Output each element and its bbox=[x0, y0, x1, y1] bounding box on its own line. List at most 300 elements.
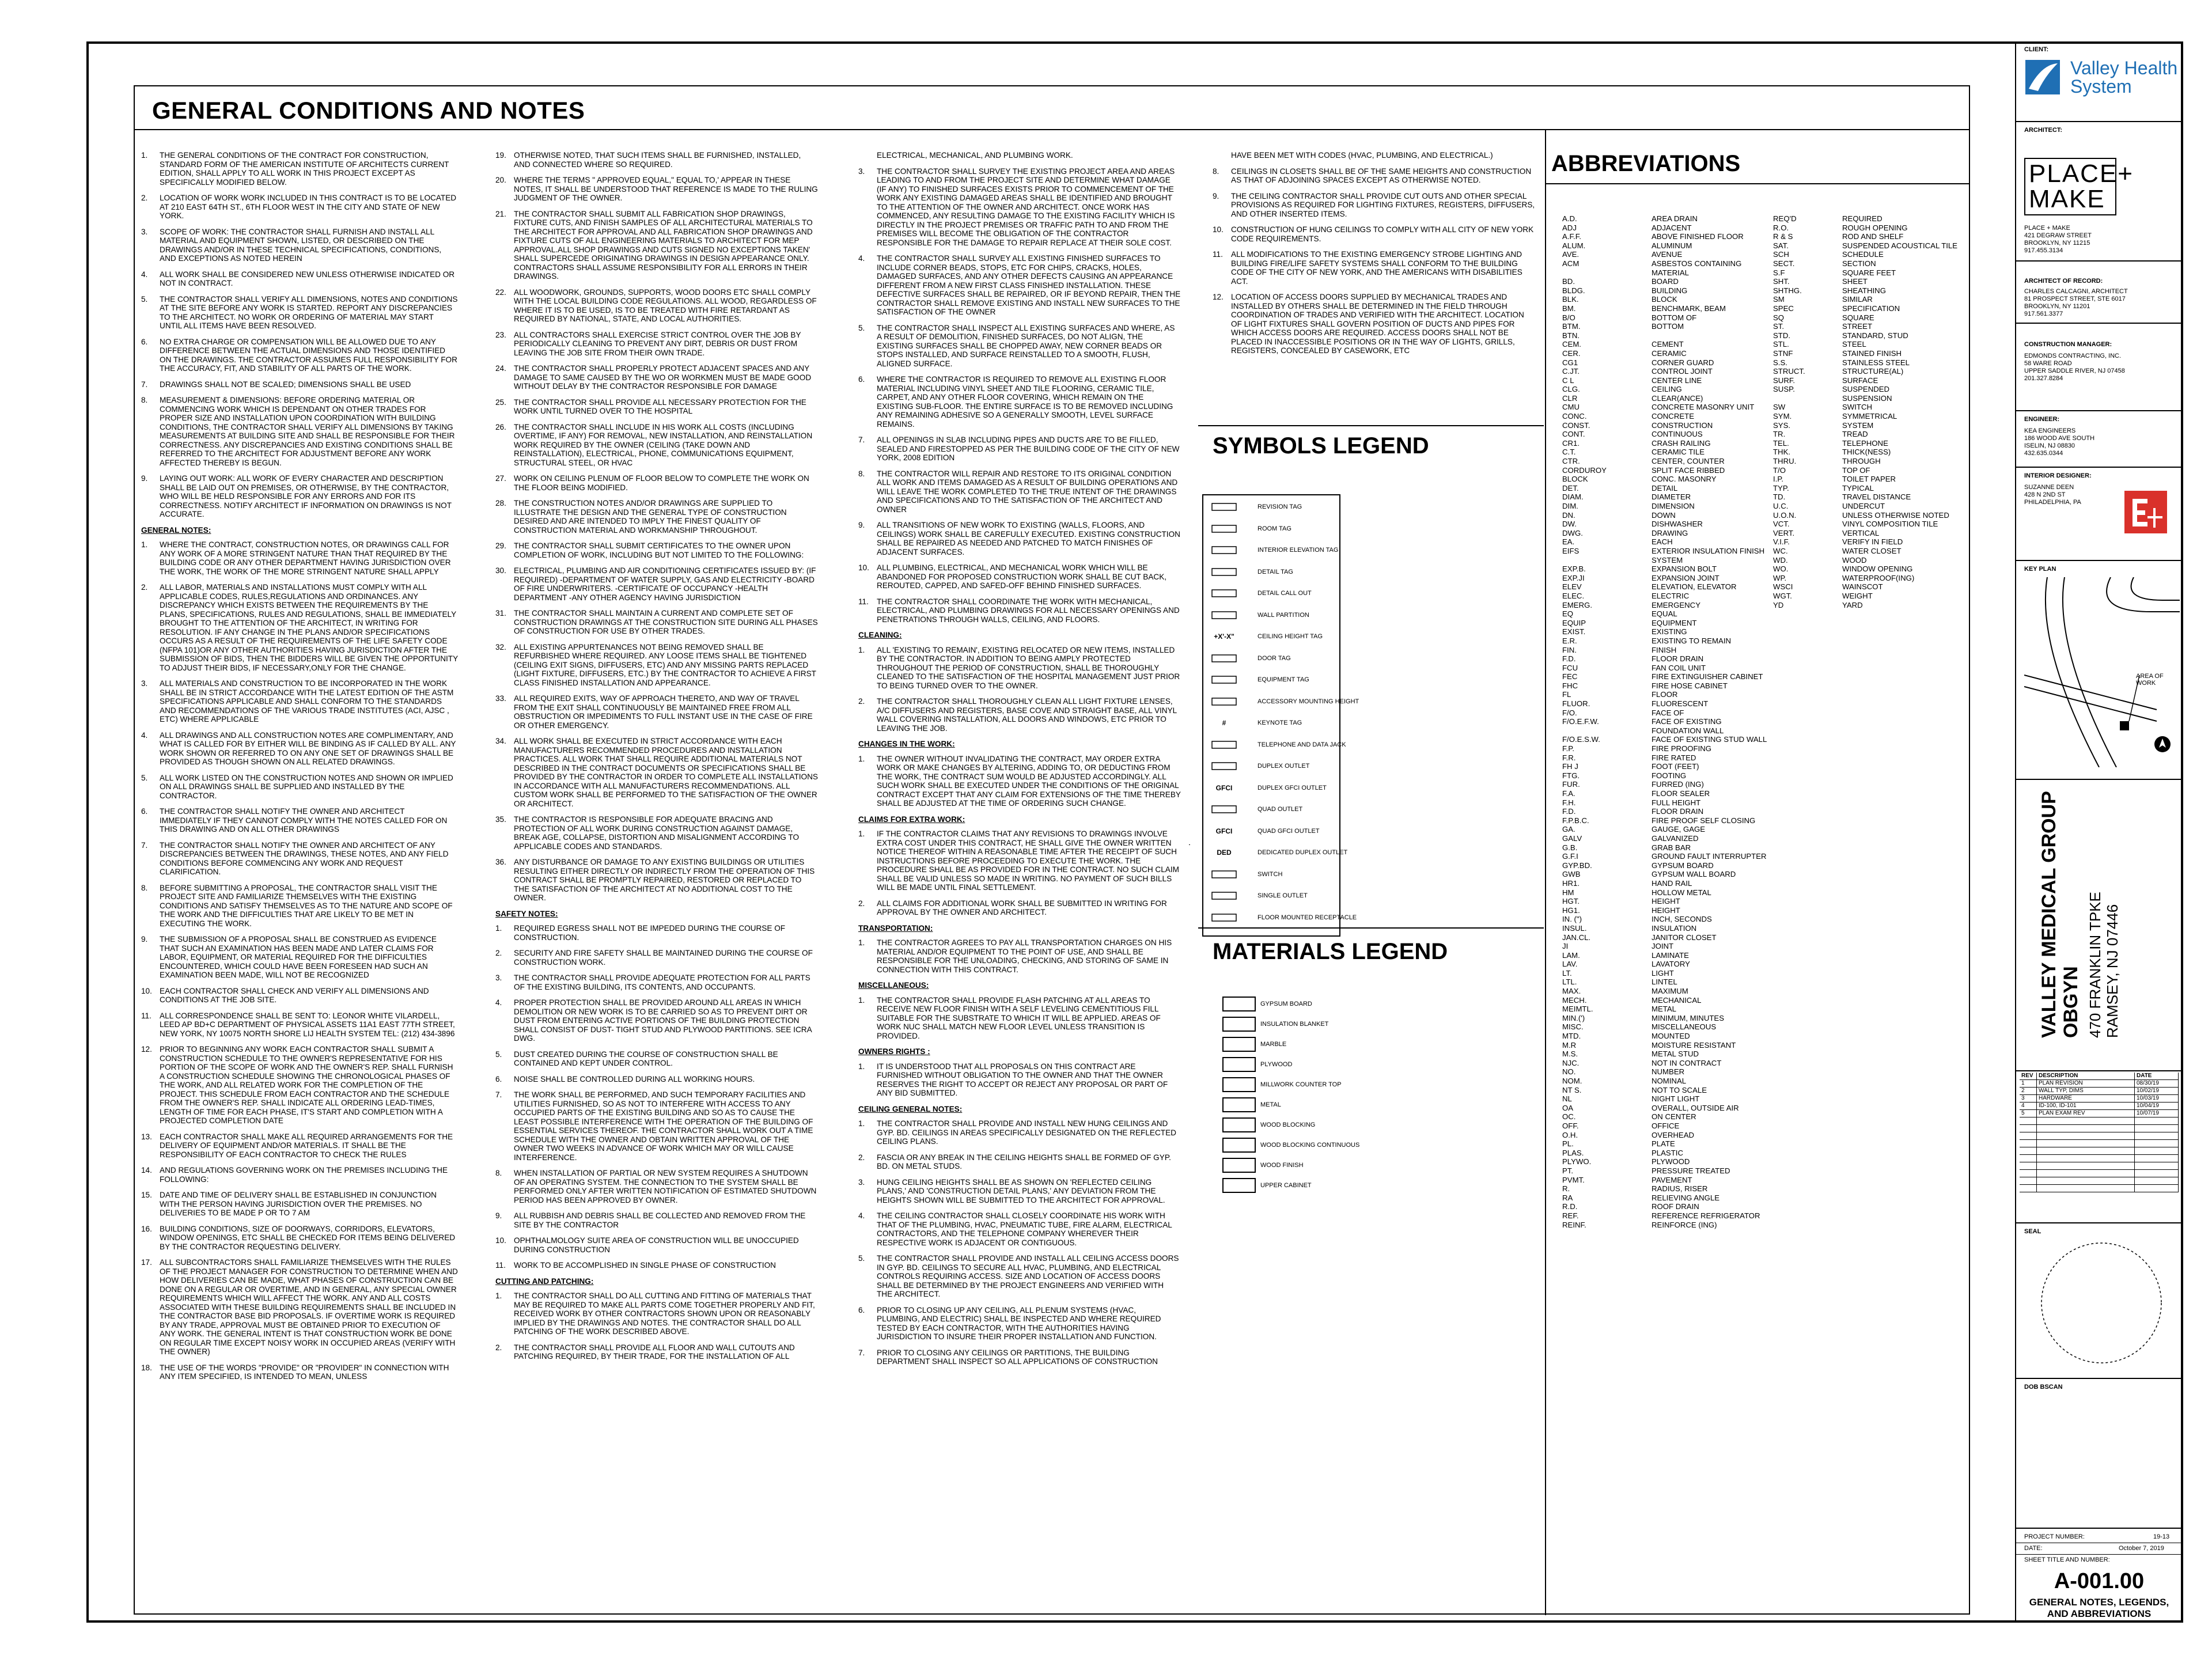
note-number: 5. bbox=[141, 773, 148, 782]
note-item bbox=[141, 1132, 458, 1160]
abbreviation-key: OC. bbox=[1562, 1112, 1576, 1122]
note-number: 7. bbox=[141, 840, 148, 850]
note-number: 27. bbox=[495, 474, 506, 483]
symbol-label: INTERIOR ELEVATION TAG bbox=[1257, 547, 1339, 554]
note-continuation: HAVE BEEN MET WITH CODES (HVAC, PLUMBING, AND ELECTRICAL.) bbox=[1231, 151, 1493, 160]
abbreviation-key: HR1. bbox=[1562, 878, 1580, 888]
note-item bbox=[495, 1211, 818, 1229]
note-number: 1. bbox=[858, 645, 865, 654]
note-item bbox=[141, 540, 458, 576]
symbol-row bbox=[1207, 500, 1302, 514]
abbreviation-key: DN. bbox=[1562, 510, 1575, 520]
note-text: THE CONTRACTOR SHALL PROVIDE AND INSTALL ALL CEILING ACCESS DOORS IN GYP. BD. CEILINGS TO SECURE ALL HVAC, PLUMBING, AND ELECTRICAL CONTROLS REQUIRING ACCESS. SIZE AND LOCATION OF ACCESS DOORS SHALL BE DETERMINED BY THE PROJECT ENGINEERS AND VERIFIED WITH THE ARCHITECT. bbox=[877, 1254, 1179, 1298]
abbreviation-meaning: ON CENTER bbox=[1652, 1112, 1696, 1122]
note-item bbox=[858, 1306, 1181, 1342]
abbreviation-meaning: CONCRETE MASONRY UNIT bbox=[1652, 403, 1755, 412]
abbreviation-row bbox=[1562, 906, 1770, 915]
abbreviation-key: NOM. bbox=[1562, 1077, 1582, 1085]
note-text: LAYING OUT WORK: ALL WORK OF EVERY CHARACTER AND DESCRIPTION SHALL BE LAID OUT ON PREMISES, OR OTHERWISE, BY THE CONTRACTOR, WHO WILL BE HELD RESPONSIBLE FOR ANY ERRORS AND FOR ITS CORRECTNESS. NOTIFY ARCHITECT IF INFORMATION ON DRAWINGS IS NOT ACCURATE. bbox=[160, 474, 452, 518]
info-line: BROOKLYN, NY 11201 bbox=[2024, 303, 2090, 310]
abbreviations-column-b bbox=[1773, 214, 1969, 609]
note-number: 5. bbox=[858, 323, 865, 332]
info-line: UPPER SADDLE RIVER, NJ 07458 bbox=[2024, 368, 2125, 374]
abbreviation-key: FLUOR. bbox=[1562, 699, 1590, 709]
abbreviation-row bbox=[1562, 232, 1770, 241]
abbreviation-meaning: PAVEMENT bbox=[1652, 1175, 1692, 1184]
abbreviation-row bbox=[1562, 574, 1770, 583]
info-line: BROOKLYN, NY 11215 bbox=[2024, 240, 2090, 247]
note-number: 11. bbox=[1213, 250, 1223, 259]
abbreviation-row bbox=[1773, 466, 1969, 475]
abbreviation-row bbox=[1773, 484, 1969, 493]
abbreviation-meaning: CENTER, COUNTER bbox=[1652, 457, 1725, 466]
note-item bbox=[858, 755, 1181, 808]
revision-cell bbox=[2135, 1155, 2179, 1162]
abbreviation-meaning: PLASTIC bbox=[1652, 1148, 1683, 1157]
materials-legend-title: MATERIALS LEGEND bbox=[1213, 939, 1448, 964]
abbreviation-meaning: AVENUE bbox=[1652, 250, 1683, 259]
abbreviation-row bbox=[1562, 699, 1770, 709]
key-plan-map bbox=[2024, 577, 2180, 767]
abbreviation-key: GALV bbox=[1562, 834, 1582, 843]
abbreviation-meaning: FLUORESCENT bbox=[1652, 699, 1709, 709]
abbreviation-meaning: RADIUS, RISER bbox=[1652, 1184, 1708, 1194]
abbreviation-row bbox=[1562, 1176, 1770, 1185]
note-item bbox=[1213, 192, 1535, 219]
symbols-legend-title: SYMBOLS LEGEND bbox=[1213, 433, 1429, 459]
section-heading: GENERAL NOTES: bbox=[141, 525, 211, 535]
revision-cell bbox=[2020, 1185, 2037, 1192]
note-item bbox=[141, 807, 458, 834]
project-number: 19-13 bbox=[2153, 1533, 2170, 1540]
note-item bbox=[495, 151, 818, 169]
note-text: WORK TO BE ACCOMPLISHED IN SINGLE PHASE OF CONSTRUCTION bbox=[514, 1261, 776, 1270]
note-text: ALL MATERIALS AND CONSTRUCTION TO BE INCORPORATED IN THE WORK SHALL BE IN STRICT ACCORDANCE WITH THE LATEST EDITION OF THE ASTM SPECIFICATIONS APPLICABLE AND SHALL CONFORM TO THE STANDARDS AND RECOMMENDATIONS OF THE VARIOUS TRADE INSTITUTES (ACI, AJSC , ETC) WHERE APPLICABLE bbox=[160, 679, 454, 723]
material-label: METAL bbox=[1260, 1101, 1281, 1108]
abbreviation-row bbox=[1562, 646, 1770, 655]
note-text: WHEN INSTALLATION OF PARTIAL OR NEW SYSTEM REQUIRES A SHUTDOWN OF AN OPERATING SYSTEM. THE CONNECTION TO THE SYSTEM SHALL BE PERFORMED ONLY AFTER WRITTEN NOTIFICATION OF ESTIMATED SHUTDOWN PERIOD HAS BEEN APPROVED BY OWNER. bbox=[514, 1169, 817, 1204]
abbreviation-row bbox=[1562, 1077, 1770, 1086]
material-label: UPPER CABINET bbox=[1260, 1182, 1312, 1189]
abbreviation-meaning: STREET bbox=[1842, 322, 1873, 331]
note-item bbox=[1213, 293, 1535, 355]
symbol-row bbox=[1207, 716, 1302, 730]
symbol-label: FLOOR MOUNTED RECEPTACLE bbox=[1257, 914, 1357, 921]
abbreviation-meaning: FACE OF bbox=[1652, 708, 1684, 717]
info-line: 421 DEGRAW STREET bbox=[2024, 232, 2092, 239]
abbreviation-row bbox=[1562, 852, 1770, 861]
note-item bbox=[495, 288, 818, 324]
abbreviation-meaning: WINDOW OPENING bbox=[1842, 564, 1913, 574]
abbreviation-key: ACM bbox=[1562, 259, 1580, 268]
abbreviation-key: CLR bbox=[1562, 393, 1578, 403]
abbreviation-meaning: BOTTOM bbox=[1652, 322, 1684, 331]
abbreviation-meaning: REQUIRED bbox=[1842, 214, 1883, 223]
abbreviation-key: AVE. bbox=[1562, 250, 1580, 259]
abbreviation-meaning: MAXIMUM bbox=[1652, 987, 1688, 996]
abbreviation-key: A.D. bbox=[1562, 214, 1577, 223]
note-item bbox=[858, 1211, 1181, 1247]
note-item bbox=[141, 295, 458, 331]
note-text: THE CONTRACTOR SHALL VERIFY ALL DIMENSIONS, NOTES AND CONDITIONS AT THE SITE BEFORE ANY WORK IS STARTED. REPORT ANY DISCREPANCIES TO THE ARCHITECT. NO WORK OR ORDERING OF MATERIAL MAY START UNTIL ALL ITEMS HAVE BEEN RESOLVED. bbox=[160, 294, 458, 330]
project-address-line-1: 470 FRANKLIN TPKE bbox=[2086, 892, 2104, 1038]
note-text: THE SUBMISSION OF A PROPOSAL SHALL BE CONSTRUED AS EVIDENCE THAT SUCH AN EXAMINATION HAS BEEN MADE AND LATER CLAIMS FOR LABOR, EQUIPMENT, OR MATERIAL REQUIRED FOR THE DIFFICULTIES ENCOUNTERED, WHICH COULD HAVE BEEN FORESEEN HAD SUCH AN EXAMINATION BEEN MADE, WILL NOT BE RECOGNIZED bbox=[160, 935, 437, 979]
note-text: WHERE THE CONTRACTOR IS REQUIRED TO REMOVE ALL EXISTING FLOOR MATERIAL INCLUDING VINYL SHEET AND TILE FLOORING, CERAMIC TILE, CARPET, AND ANY OTHER FLOOR COVERING, WHICH REMAIN ON THE EXISTING SUB-FLOOR. THE ENTIRE SURFACE IS TO BE REMOVED INCLUDING ANY REMAINING ADHESIVE SO A GENERALLY SMOOTH, LEVEL SURFACE REMAINS. bbox=[877, 375, 1173, 429]
symbol-glyph-icon bbox=[1207, 586, 1241, 600]
tb-rule-9 bbox=[2015, 1222, 2183, 1223]
abbreviation-row bbox=[1773, 412, 1969, 421]
note-item bbox=[141, 1363, 458, 1381]
abbreviation-row bbox=[1773, 475, 1969, 484]
abbreviation-meaning: MOUNTED bbox=[1652, 1032, 1690, 1041]
abbreviation-key: LTL. bbox=[1562, 978, 1577, 987]
symbol-label: EQUIPMENT TAG bbox=[1257, 676, 1309, 683]
symbol-row bbox=[1207, 824, 1320, 838]
abbreviation-meaning: CONTROL JOINT bbox=[1652, 367, 1713, 376]
tb-rule-5 bbox=[2015, 467, 2183, 468]
abbreviation-row bbox=[1562, 457, 1770, 466]
abbreviation-key: CONT. bbox=[1562, 430, 1585, 439]
info-line: KEA ENGINEERS bbox=[2024, 427, 2076, 434]
symbol-glyph-icon: +X'-X" bbox=[1214, 632, 1234, 641]
abbreviation-row bbox=[1562, 996, 1770, 1005]
note-number: 5. bbox=[858, 1254, 865, 1263]
interior-designer-label: INTERIOR DESIGNER: bbox=[2024, 472, 2092, 479]
revision-cell bbox=[2037, 1125, 2135, 1132]
abbreviation-row bbox=[1562, 367, 1770, 376]
notes-column-1 bbox=[141, 151, 458, 1608]
interior-designer-info bbox=[2024, 484, 2081, 506]
note-text: THE CONTRACTOR SHALL PROPERLY PROTECT ADJACENT SPACES AND ANY DAMAGE TO SAME CAUSED BY THE WO OR WORKMEN MUST BE MADE GOOD WITHOUT DELAY BY THE CONTRACTOR RESPONSIBLE FOR DAMAGE bbox=[514, 364, 812, 391]
symbol-glyph-icon bbox=[1207, 608, 1241, 622]
revision-cell: 1 bbox=[2020, 1080, 2037, 1087]
cm-label: CONSTRUCTION MANAGER: bbox=[2024, 341, 2112, 348]
aor-label: ARCHITECT OF RECORD: bbox=[2024, 278, 2103, 285]
note-number: 11. bbox=[495, 1261, 506, 1270]
abbreviation-meaning: LAMINATE bbox=[1652, 950, 1689, 960]
note-text: THE CONTRACTOR SHALL PROVIDE AND INSTALL NEW HUNG CEILINGS AND GYP. BD. CEILINGS IN AREAS SPECIFICALLY DESIGNATED ON THE REFLECTED CEILING PLANS. bbox=[877, 1119, 1176, 1146]
abbreviation-key: LAV. bbox=[1562, 960, 1578, 969]
abbreviation-meaning: CERAMIC bbox=[1652, 348, 1687, 358]
abbreviation-row bbox=[1773, 322, 1969, 331]
note-number: 23. bbox=[495, 330, 506, 339]
note-text: ALL 'EXISTING TO REMAIN', EXISTING RELOCATED OR NEW ITEMS, INSTALLED BY THE CONTRACTOR. IN ADDITION TO BEING AMPLY PROTECTED THROUGHOUT THE PERIOD OF CONSTRUCTION, SHALL BE THOROUGHLY CLEANED TO THE SATISFACTION OF THE HOSPITAL MANAGEMENT JUST PRIOR TO BEING TURNED OVER TO THE OWNER. bbox=[877, 645, 1180, 690]
symbol-label: KEYNOTE TAG bbox=[1257, 719, 1302, 726]
abbreviation-meaning: CRASH RAILING bbox=[1652, 438, 1711, 448]
abbreviation-key: EQUIP bbox=[1562, 618, 1586, 627]
note-item bbox=[141, 1045, 458, 1126]
revision-row bbox=[2020, 1140, 2179, 1147]
abbreviation-key: HGT. bbox=[1562, 897, 1580, 906]
revision-cell bbox=[2037, 1132, 2135, 1139]
abbreviation-key: REQ'D bbox=[1773, 214, 1797, 223]
abbreviation-key: EMERG. bbox=[1562, 600, 1593, 609]
tb-rule-3 bbox=[2015, 323, 2183, 324]
tb-rule-10 bbox=[2015, 1378, 2183, 1379]
abbreviation-row bbox=[1562, 1094, 1770, 1104]
note-item bbox=[495, 176, 818, 203]
abbreviation-row bbox=[1562, 753, 1770, 763]
note-text: DUST CREATED DURING THE COURSE OF CONSTRUCTION SHALL BE CONTAINED AND KEPT UNDER CONTROL. bbox=[514, 1050, 778, 1067]
revision-cell bbox=[2020, 1170, 2037, 1177]
note-number: 20. bbox=[495, 176, 506, 184]
abbreviation-key: PLAS. bbox=[1562, 1148, 1584, 1157]
note-text: ELECTRICAL, PLUMBING AND AIR CONDITIONING CERTIFICATES ISSUED BY: (IF REQUIRED) -DEPARTMENT OF WATER SUPPLY, GAS AND ELECTRICITY -BOARD OF FIRE UNDERWRITERS. -CERTIFICATE OF OCCUPANCY -HEALTH DEPARTMENT -ANY OTHER AGENCY HAVING JURISDICTION bbox=[514, 566, 816, 602]
symbol-row bbox=[1207, 673, 1309, 687]
revision-row bbox=[2020, 1162, 2179, 1170]
symbol-row bbox=[1207, 867, 1282, 881]
abbreviation-row bbox=[1562, 484, 1770, 493]
abbreviation-key: HM bbox=[1562, 888, 1574, 897]
abbreviation-meaning: REINFORCE (ING) bbox=[1652, 1220, 1717, 1229]
revision-cell bbox=[2037, 1162, 2135, 1169]
symbol-label: DOOR TAG bbox=[1257, 654, 1291, 662]
abbreviation-meaning: MECHANICAL bbox=[1652, 995, 1702, 1005]
material-label: WOOD BLOCKING CONTINUOUS bbox=[1260, 1142, 1360, 1149]
note-item bbox=[858, 996, 1181, 1041]
abbreviation-row bbox=[1773, 448, 1969, 457]
note-item bbox=[141, 338, 458, 373]
note-text: THE CONSTRUCTION NOTES AND/OR DRAWINGS ARE SUPPLIED TO ILLUSTRATE THE DESIGN AND THE GENERAL TYPE OF CONSTRUCTION DESIRED AND ARE INTENDED TO IMPLY THE FINEST QUALITY OF CONSTRUCTION MATERIAL AND WORKMANSHIP THROUGHOUT. bbox=[514, 499, 787, 535]
abbreviation-key: ALUM. bbox=[1562, 241, 1586, 250]
abbreviation-key: CONC. bbox=[1562, 412, 1587, 421]
abbreviation-row bbox=[1562, 394, 1770, 403]
note-text: THE CONTRACTOR SHALL INCLUDE IN HIS WORK ALL COSTS (INCLUDING OVERTIME, IF ANY) FOR REMOVAL, NEW INSTALLATION, AND REINSTALLATION WORK REQUIRED BY THE OWNER (CEILING (TAKE DOWN AND REINSTALLATION), ELECTRICAL, PHONE, COMMUNICATIONS EQUIPMENT, STRUCTURAL STEEL, OR HVAC bbox=[514, 422, 813, 467]
note-text: OTHERWISE NOTED, THAT SUCH ITEMS SHALL BE FURNISHED, INSTALLED, AND CONNECTED WHERE SO REQUIRED. bbox=[514, 151, 801, 169]
abbreviation-meaning: WOOD bbox=[1842, 555, 1867, 564]
abbreviation-row bbox=[1562, 214, 1770, 223]
abbreviation-meaning: NIGHT LIGHT bbox=[1652, 1094, 1700, 1104]
revision-row bbox=[2020, 1103, 2179, 1110]
note-text: IT IS UNDERSTOOD THAT ALL PROPOSALS ON THIS CONTRACT ARE FURNISHED WITHOUT OBLIGATION TO THE OWNER AND THAT THE OWNER RESERVES THE RIGHT TO ACCEPT OR REJECT ANY PROPOSAL OR PART OF ANY BID SUBMITTED. bbox=[877, 1062, 1168, 1097]
abbreviation-row bbox=[1562, 780, 1770, 789]
abbreviation-key: MEIMTL. bbox=[1562, 1005, 1593, 1014]
abbreviation-meaning: SUSPENDED ACOUSTICAL TILE bbox=[1842, 241, 1958, 250]
abbreviation-meaning: FIRE EXTINGUISHER CABINET bbox=[1652, 672, 1763, 681]
note-item bbox=[858, 646, 1181, 691]
abbreviation-row bbox=[1562, 888, 1770, 897]
abbreviation-meaning: TRAVEL DISTANCE bbox=[1842, 492, 1911, 502]
note-number: 6. bbox=[141, 807, 148, 816]
abbreviation-meaning: BENCHMARK, BEAM bbox=[1652, 304, 1726, 313]
note-text: THE CONTRACTOR SHALL DO ALL CUTTING AND FITTING OF MATERIALS THAT MAY BE REQUIRED TO MAKE ALL PARTS COME TOGETHER PROPERLY AND FIT, RECEIVED WORK BY OTHER CONTRACTORS SHOWN UPON OR REASONABLY IMPLIED BY THE DRAWINGS AND NOTES. THE CONTRACTOR SHALL DO ALL PATCHING OF THE WORK DESCRIBED ABOVE. bbox=[514, 1291, 815, 1336]
abbreviation-key: S.F bbox=[1773, 268, 1785, 277]
abbreviation-row bbox=[1562, 762, 1770, 771]
abbreviation-row bbox=[1773, 403, 1969, 412]
abbreviation-key: F/O.E.F.W. bbox=[1562, 717, 1599, 726]
note-item bbox=[141, 194, 458, 221]
abbreviation-meaning: FACE OF EXISTING STUD WALL bbox=[1652, 735, 1767, 744]
material-label: MARBLE bbox=[1260, 1041, 1287, 1048]
note-item bbox=[495, 643, 818, 688]
abbreviation-row bbox=[1562, 286, 1770, 295]
project-address-line-2: RAMSEY, NJ 07446 bbox=[2104, 904, 2121, 1038]
abbreviation-meaning: SIMILAR bbox=[1842, 295, 1873, 304]
abbreviation-key: CTR. bbox=[1562, 457, 1580, 466]
abbreviation-key: EQ bbox=[1562, 609, 1574, 619]
abbreviation-meaning: ADJACENT bbox=[1652, 223, 1692, 232]
abbreviation-key: NT S. bbox=[1562, 1085, 1582, 1094]
abbreviation-meaning: ASBESTOS CONTAINING MATERIAL bbox=[1652, 259, 1742, 277]
abbreviation-key: TYP. bbox=[1773, 483, 1789, 492]
note-number: 1. bbox=[858, 938, 865, 947]
abbr-divider bbox=[1545, 129, 1546, 1615]
symbol-glyph-icon bbox=[1207, 522, 1241, 536]
abbreviation-meaning: DRAWING bbox=[1652, 528, 1688, 537]
note-number: 3. bbox=[858, 166, 865, 176]
abbreviation-meaning: MINIMUM, MINUTES bbox=[1652, 1013, 1725, 1022]
material-row bbox=[1222, 1037, 1286, 1052]
section-heading: SAFETY NOTES: bbox=[495, 909, 558, 918]
abbreviation-row bbox=[1562, 834, 1770, 843]
abbreviation-meaning bbox=[1652, 331, 1770, 340]
abbreviation-key: CORDUROY bbox=[1562, 465, 1607, 475]
note-number: 1. bbox=[858, 754, 865, 763]
abbreviation-meaning: CONCRETE bbox=[1652, 412, 1694, 421]
section-heading: TRANSPORTATION: bbox=[858, 923, 933, 933]
abbreviation-meaning: YARD bbox=[1842, 600, 1863, 609]
abbreviation-row bbox=[1562, 1166, 1770, 1176]
revision-row bbox=[2020, 1095, 2179, 1103]
abbreviation-key: EXP.JI bbox=[1562, 573, 1585, 582]
abbreviation-key: SECT. bbox=[1773, 259, 1795, 268]
note-text: THE CONTRACTOR SHALL COORDINATE THE WORK WITH MECHANICAL, ELECTRICAL, AND PLUMBING DRAWINGS FOR ALL NECESSARY OPENINGS AND PENETRATIONS THROUGH WALLS, CEILING, AND FLOORS. bbox=[877, 597, 1180, 624]
note-number: 19. bbox=[495, 151, 506, 160]
info-line: ISELIN, NJ 08830 bbox=[2024, 442, 2075, 449]
abbreviation-key: ELEV bbox=[1562, 582, 1582, 592]
abbreviation-meaning: TOP OF bbox=[1842, 465, 1870, 475]
material-row bbox=[1222, 1138, 1359, 1153]
material-swatch bbox=[1222, 1178, 1256, 1193]
abbreviation-row bbox=[1773, 430, 1969, 439]
abbreviation-key: F.R. bbox=[1562, 753, 1576, 762]
section-heading: CUTTING AND PATCHING: bbox=[495, 1276, 594, 1286]
abbreviation-row bbox=[1773, 304, 1969, 313]
abbreviation-meaning: BOARD bbox=[1652, 277, 1679, 286]
abbreviation-row bbox=[1562, 1157, 1770, 1166]
note-number: 9. bbox=[141, 935, 148, 944]
abbreviation-meaning: ELEVATION, ELEVATOR bbox=[1652, 582, 1737, 592]
abbreviation-key: LAM. bbox=[1562, 950, 1580, 960]
symbol-row bbox=[1207, 695, 1359, 709]
symbol-glyph-icon bbox=[1207, 651, 1241, 665]
note-text: THE CONTRACTOR IS RESPONSIBLE FOR ADEQUATE BRACING AND PROTECTION OF ALL WORK DURING CONSTRUCTION AGAINST DAMAGE, BREAK AGE, COLLAPSE, DISTORTION AND MISALIGNMENT ACCORDING TO APPLICABLE CODES AND STANDARDS. bbox=[514, 815, 800, 851]
abbreviation-meaning: NUMBER bbox=[1652, 1067, 1685, 1077]
abbreviation-row bbox=[1562, 735, 1770, 744]
abbreviation-row bbox=[1562, 637, 1770, 646]
note-number: 11. bbox=[141, 1011, 151, 1020]
keyplan-label: KEY PLAN bbox=[2024, 566, 2056, 573]
abbreviation-key: CEM. bbox=[1562, 340, 1581, 349]
note-number: 34. bbox=[495, 737, 506, 745]
abbreviation-row bbox=[1773, 331, 1969, 340]
abbreviation-row bbox=[1773, 511, 1969, 520]
tb-rule-7 bbox=[2015, 779, 2183, 780]
abbreviation-meaning: FACE OF EXISTING FOUNDATION WALL bbox=[1652, 717, 1724, 735]
abbreviation-row bbox=[1562, 1050, 1770, 1059]
revision-cell bbox=[2020, 1117, 2037, 1124]
abbreviation-key: FIN. bbox=[1562, 645, 1577, 654]
abbreviation-key: CLG. bbox=[1562, 385, 1580, 394]
abbreviation-key: FL bbox=[1562, 690, 1571, 699]
abbreviation-key: WSCI bbox=[1773, 582, 1793, 592]
revision-row bbox=[2020, 1147, 2179, 1155]
abbreviation-row bbox=[1773, 556, 1969, 565]
abbreviation-meaning: CERAMIC TILE bbox=[1652, 448, 1705, 457]
abbreviation-row bbox=[1562, 259, 1770, 277]
revision-cell bbox=[2037, 1177, 2135, 1184]
abbreviation-key: MECH. bbox=[1562, 995, 1587, 1005]
abbreviation-meaning: GRAB BAR bbox=[1652, 843, 1691, 852]
abbreviation-key: SURF. bbox=[1773, 376, 1796, 385]
note-text: THE CONTRACTOR SHALL PROVIDE ALL FLOOR AND WALL CUTOUTS AND PATCHING REQUIRED, BY THEIR TRADE, FOR THE INSTALLATION OF ALL bbox=[514, 1343, 795, 1361]
abbreviation-row bbox=[1773, 268, 1969, 278]
symbol-row bbox=[1207, 586, 1312, 600]
abbreviation-row bbox=[1562, 492, 1770, 502]
note-number: 9. bbox=[858, 521, 865, 529]
abbreviation-row bbox=[1562, 1005, 1770, 1014]
abbreviation-meaning: BUILDING bbox=[1652, 286, 1688, 295]
symbol-glyph-icon bbox=[1207, 759, 1241, 773]
abbreviation-key: B/O bbox=[1562, 313, 1575, 322]
abbreviation-meaning: SHEATHING bbox=[1842, 286, 1886, 295]
note-item bbox=[495, 474, 818, 492]
abbreviation-key: SPEC bbox=[1773, 304, 1794, 313]
abbreviation-row bbox=[1562, 1059, 1770, 1068]
note-number: 6. bbox=[141, 337, 148, 346]
note-number: 10. bbox=[141, 986, 152, 995]
abbreviation-row bbox=[1562, 1139, 1770, 1149]
symbol-label: CEILING HEIGHT TAG bbox=[1257, 633, 1323, 640]
abbreviation-key: DET. bbox=[1562, 483, 1579, 492]
symbol-row bbox=[1207, 522, 1291, 536]
symbol-label: DETAIL CALL OUT bbox=[1257, 590, 1312, 597]
note-number: 1. bbox=[141, 151, 148, 160]
note-item bbox=[141, 987, 458, 1005]
abbreviation-row bbox=[1562, 1041, 1770, 1050]
abbreviation-row bbox=[1773, 601, 1969, 610]
tb-rule-4 bbox=[2015, 410, 2183, 411]
abbreviation-meaning: EMERGENCY bbox=[1652, 600, 1700, 609]
abbreviation-row bbox=[1773, 421, 1969, 430]
tb-rule-2 bbox=[2015, 260, 2183, 262]
note-item bbox=[141, 679, 458, 724]
abbreviation-meaning: ROD AND SHELF bbox=[1842, 232, 1904, 241]
symbol-label: DEDICATED DUPLEX OUTLET bbox=[1257, 849, 1348, 856]
abbreviation-key: STRUCT. bbox=[1773, 367, 1805, 376]
abbreviation-row bbox=[1562, 1014, 1770, 1023]
abbreviation-key: GA. bbox=[1562, 825, 1575, 834]
revision-row bbox=[2020, 1125, 2179, 1132]
sheet-title-line-2: AND ABBREVIATIONS bbox=[2047, 1608, 2152, 1619]
note-item bbox=[858, 829, 1181, 892]
abbreviation-row bbox=[1562, 627, 1770, 637]
note-number: 13. bbox=[141, 1132, 152, 1141]
abbreviation-meaning: WAINSCOT bbox=[1842, 582, 1883, 592]
abbreviation-meaning: DOWN bbox=[1652, 510, 1676, 520]
abbreviation-row bbox=[1773, 439, 1969, 448]
symbol-label: TELEPHONE AND DATA JACK bbox=[1257, 741, 1346, 748]
revision-cell bbox=[2037, 1170, 2135, 1177]
note-number: 1. bbox=[495, 1291, 502, 1300]
abbreviation-row bbox=[1773, 358, 1969, 368]
abbreviation-meaning: CEILING bbox=[1652, 385, 1682, 394]
abbreviation-key: BD. bbox=[1562, 277, 1575, 286]
revision-cell: PLAN REVISION bbox=[2037, 1080, 2135, 1087]
abbreviation-row bbox=[1773, 457, 1969, 466]
note-text: LOCATION OF WORK WORK INCLUDED IN THIS CONTRACT IS TO BE LOCATED AT 210 EAST 64TH ST., 6TH FLOOR WEST IN THE CITY AND STATE OF NEW YORK. bbox=[160, 194, 457, 220]
abbreviation-key: ELEC. bbox=[1562, 591, 1585, 600]
